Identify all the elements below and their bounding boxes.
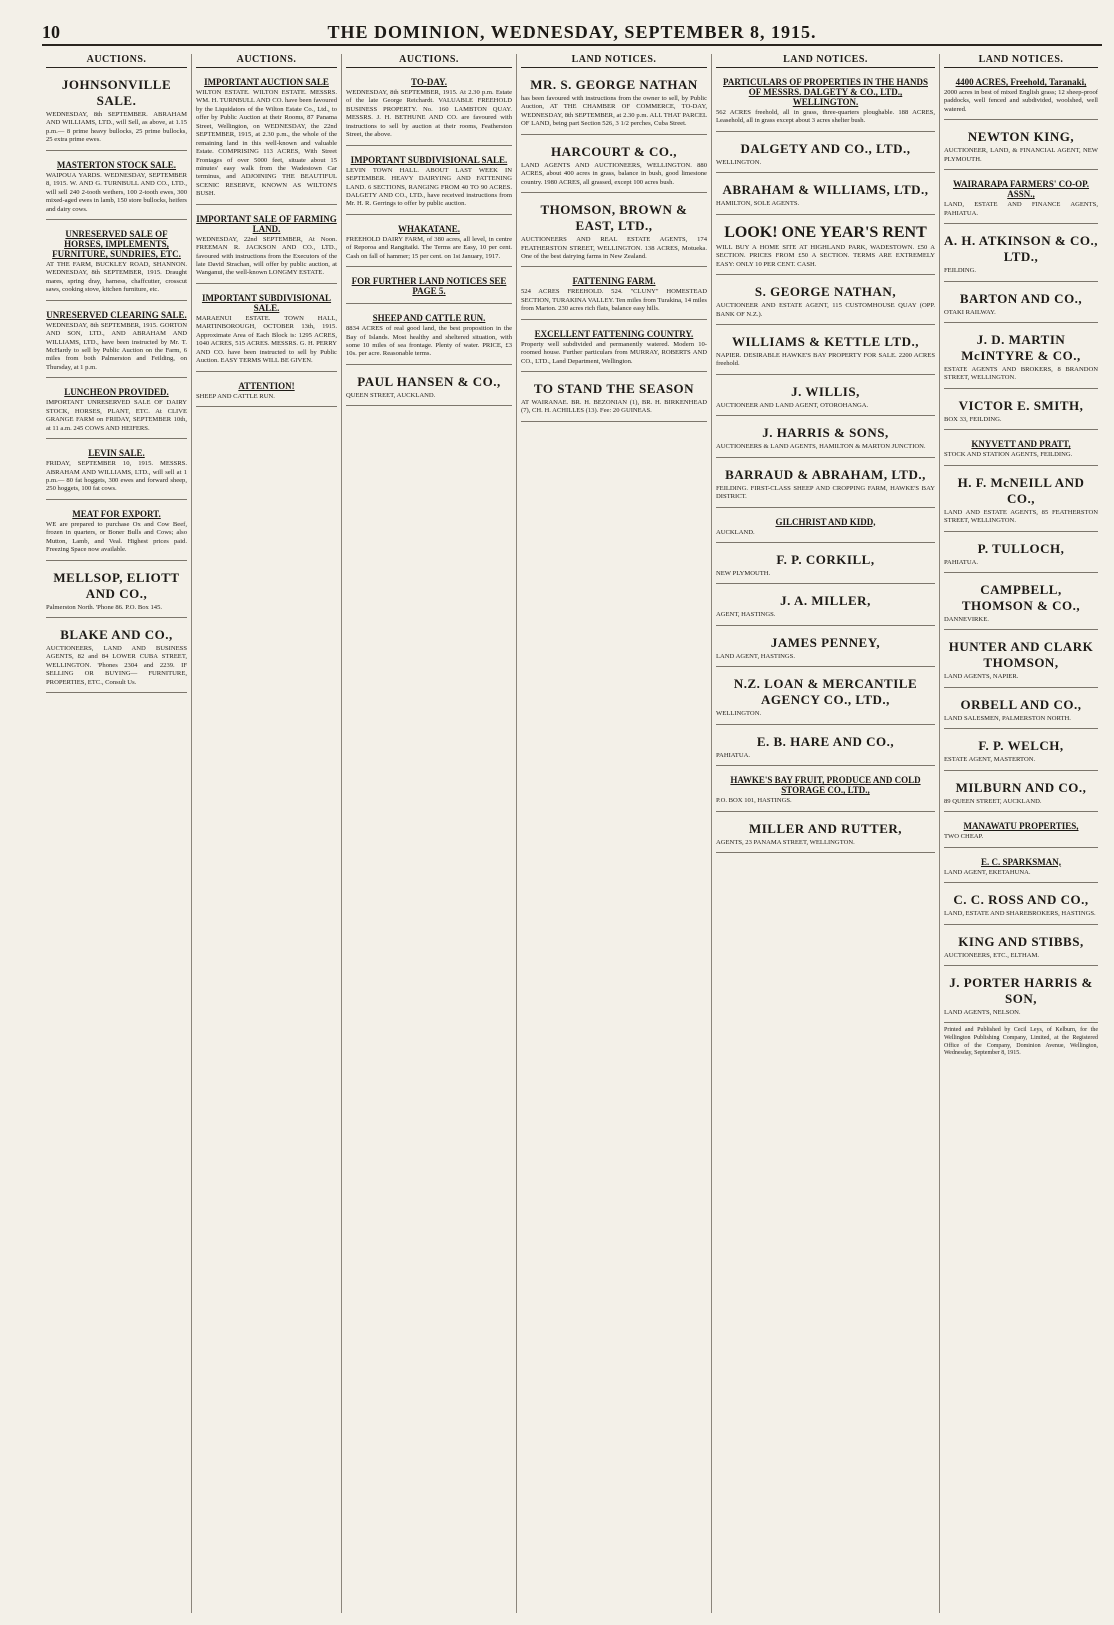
advertisement	[944, 692, 1098, 729]
ad-heading: UNRESERVED CLEARING SALE.	[46, 309, 187, 320]
ad-body: AUCTIONEER AND LAND AGENT, OTOROHANGA.	[716, 401, 869, 409]
advertisement	[196, 209, 337, 284]
ad-heading: IMPORTANT AUCTION SALE	[204, 77, 329, 87]
ad-body: LAND AGENTS, NAPIER.	[944, 673, 1019, 681]
ad-body: NAPIER. DESIRABLE HAWKE'S BAY PROPERTY FOR SALE. 2200 ACRES freehold.	[716, 351, 935, 368]
column-header: LAND NOTICES.	[521, 54, 707, 68]
ad-heading: TO STAND THE SEASON	[533, 381, 695, 396]
ad-body: AUCTIONEERS, LAND AND BUSINESS AGENTS, 82 and 84 LOWER CUBA STREET, WELLINGTON. 'Phones 2304 and 2239. IF SELLING OR BUYING— FURNITURE, PROPERTIES, ETC., Consult Us.	[46, 645, 187, 686]
ad-heading: WAIRARAPA FARMERS' CO-OP. ASSN.,	[952, 179, 1090, 200]
advertisement	[521, 376, 707, 422]
advertisement	[944, 470, 1098, 532]
ad-body: FEILDING.	[944, 267, 977, 275]
ad-heading: E. B. HARE AND CO.,	[756, 733, 895, 749]
advertisement	[346, 150, 512, 215]
advertisement	[716, 770, 935, 811]
ad-heading: FATTENING FARM.	[572, 276, 656, 287]
ad-body: Property well subdivided and permanently watered. Modern 10-roomed house. Further particulars from MURRAY, ROBERTS AND CO., LTD., Land Department, Wellington.	[521, 340, 707, 365]
ad-body: 89 QUEEN STREET, AUCKLAND.	[944, 797, 1042, 805]
ad-heading: SHEEP AND CATTLE RUN.	[372, 313, 486, 324]
advertisement	[944, 393, 1098, 430]
column-1	[42, 54, 192, 1613]
advertisement	[716, 588, 935, 625]
ad-body: WILTON ESTATE. WILTON ESTATE. MESSRS. WM. H. TURNBULL AND CO. have been favoured by the Liquidators of the Wilton Estate Co., Ltd., to offer by Public Auction at their Rooms, 87 Panama Street, Wellington, on WEDNESDAY, the 22nd SEPTEMBER, 1915, at 2.30 p.m., the whole of the remaining land in this well-known and valuable Estate. COMPRISING 113 ACRES, With Street Frontages of over 5000 feet, situate about 15 minutes' easy walk from the Wadestown Car terminus, and ADJOINING THE BEAUTIFUL SCENIC RESERVE, KNOWN AS WILTON'S BUSH.	[196, 89, 337, 198]
ad-heading: CAMPBELL, THOMSON & CO.,	[961, 582, 1081, 613]
ad-body: WE are prepared to purchase Ox and Cow Beef, frozen in quarters, or Boner Bulls and Cows; also Mutton, Lamb, and Veal. Highest prices paid. Freezing Space now available.	[46, 520, 187, 554]
newspaper-title: THE DOMINION, WEDNESDAY, SEPTEMBER 8, 1915.	[327, 22, 817, 42]
advertisement	[944, 816, 1098, 847]
advertisement	[196, 72, 337, 205]
column-6	[940, 54, 1102, 1613]
ad-heading: J. D. MARTIN McINTYRE & CO.,	[961, 331, 1081, 363]
ad-heading: F. P. CORKILL,	[776, 552, 875, 567]
advertisement	[944, 577, 1098, 630]
advertisement	[944, 174, 1098, 224]
advertisement	[46, 155, 187, 220]
ad-heading: JAMES PENNEY,	[770, 634, 881, 650]
ad-body: PAHIATUA.	[944, 558, 979, 566]
advertisement	[944, 536, 1098, 573]
ad-heading: H. F. McNEILL AND CO.,	[957, 474, 1085, 506]
column-header: LAND NOTICES.	[944, 54, 1098, 68]
masthead	[42, 22, 1102, 46]
advertisement	[716, 816, 935, 853]
ad-body: AGENTS, 23 PANAMA STREET, WELLINGTON.	[716, 838, 855, 846]
ad-heading: WILLIAMS & KETTLE LTD.,	[732, 333, 919, 349]
advertisement	[196, 288, 337, 372]
ad-body: FEILDING. FIRST-CLASS SHEEP AND CROPPING FARM, HAWKE'S BAY DISTRICT.	[716, 484, 935, 501]
column-header: AUCTIONS.	[196, 54, 337, 68]
ad-heading: E. C. SPARKSMAN,	[980, 856, 1062, 867]
ad-heading: S. GEORGE NATHAN,	[754, 284, 897, 300]
ad-heading: MILLER AND RUTTER,	[748, 820, 903, 836]
advertisement	[716, 136, 935, 173]
column-4	[517, 54, 712, 1613]
advertisement	[716, 512, 935, 543]
advertisement	[944, 286, 1098, 323]
advertisement	[716, 219, 935, 275]
ad-body: WELLINGTON.	[716, 710, 762, 718]
ad-heading: MANAWATU PROPERTIES,	[963, 821, 1079, 832]
ad-body: MARAENUI ESTATE. TOWN HALL, MARTINBOROUGH, OCTOBER 13th, 1915. Approximate Area of Each Block is: 1295 ACRES, 1040 ACRES, 515 ACRES. MESSRS. G. H. PERRY AND CO. have been instructed to sell by Public Auction. EASY TERMS WILL BE GIVEN.	[196, 314, 337, 365]
ad-body: AUCKLAND.	[716, 528, 755, 536]
advertisement	[944, 72, 1098, 120]
advertisement	[346, 72, 512, 146]
ad-heading: F. P. WELCH,	[978, 738, 1064, 754]
ad-body: LAND AGENTS AND AUCTIONEERS, WELLINGTON. 880 ACRES, about 400 acres in grass, balance in bush, good limestone country. 1980 ACRES, all grassed, except 100 acres bush.	[521, 161, 707, 186]
ad-heading: TO-DAY.	[411, 77, 447, 87]
advertisement	[521, 139, 707, 193]
column-header: AUCTIONS.	[46, 54, 187, 68]
advertisement	[944, 733, 1098, 770]
ad-body: Palmerston North. 'Phone 86. P.O. Box 145.	[46, 603, 163, 611]
advertisement	[716, 379, 935, 416]
advertisement	[46, 382, 187, 439]
ad-body: LAND AGENT, HASTINGS.	[716, 652, 795, 660]
ad-body: AT THE FARM, BUCKLEY ROAD, SHANNON. WEDNESDAY, 8th SEPTEMBER, 1915. Draught mares, spring dray, harness, chaffcutter, crosscut saws, cooking stove, kitchen furniture, etc.	[46, 260, 187, 294]
ad-heading: MELLSOP, ELIOTT AND CO.,	[53, 569, 180, 601]
advertisement	[944, 124, 1098, 170]
ad-heading: HAWKE'S BAY FRUIT, PRODUCE AND COLD STORAGE CO., LTD.,	[730, 775, 921, 796]
ad-body: SHEEP AND CATTLE RUN.	[196, 392, 275, 400]
ad-body: LEVIN TOWN HALL. ABOUT LAST WEEK IN SEPTEMBER. HEAVY DAIRYING AND FATTENING LAND. 6 SECTIONS, RANGING FROM 40 TO 90 ACRES. DALGETY AND CO., LTD., have received instructions from Mr. H. R. Gerrings to offer by public auction.	[346, 166, 512, 208]
ad-body: OTAKI RAILWAY.	[944, 308, 996, 316]
advertisement	[944, 634, 1098, 687]
ad-heading: ABRAHAM & WILLIAMS, LTD.,	[722, 182, 929, 198]
ad-heading: J. A. MILLER,	[780, 593, 871, 609]
advertisement	[944, 228, 1098, 281]
advertisement	[46, 305, 187, 379]
ad-heading: KING AND STIBBS,	[958, 933, 1084, 949]
column-5	[712, 54, 940, 1613]
advertisement	[46, 504, 187, 561]
advertisement	[46, 72, 187, 151]
ad-body: AGENT, HASTINGS.	[716, 611, 776, 619]
ad-heading: A. H. ATKINSON & CO., LTD.,	[944, 233, 1098, 265]
ad-heading: EXCELLENT FATTENING COUNTRY.	[534, 328, 694, 339]
ad-heading: PAUL HANSEN & CO.,	[357, 373, 501, 389]
ad-heading: NEWTON KING,	[967, 129, 1075, 145]
advertisement	[944, 929, 1098, 966]
ad-body: 2000 acres in best of mixed English grass; 12 sheep-proof paddocks, well fenced and subdivided, woolshed, well watered.	[944, 89, 1098, 113]
advertisement	[716, 72, 935, 132]
ad-heading: MILBURN AND CO.,	[955, 779, 1087, 795]
ad-heading: LUNCHEON PROVIDED.	[64, 387, 169, 398]
ad-body: LAND AGENTS, NELSON.	[944, 1008, 1021, 1016]
ad-heading: GILCHRIST AND KIDD,	[775, 516, 876, 527]
ad-heading: KNYVETT AND PRATT,	[971, 439, 1071, 450]
ad-body: NEW PLYMOUTH.	[716, 570, 771, 577]
advertisement	[716, 177, 935, 214]
ad-body: BOX 33, FEILDING.	[944, 415, 1002, 423]
ad-body: AUCTIONEER AND ESTATE AGENT, 115 CUSTOMHOUSE QUAY (OPP. BANK OF N.Z.).	[716, 302, 935, 318]
advertisement	[346, 219, 512, 267]
ad-body: WAIPOUA YARDS. WEDNESDAY, SEPTEMBER 8, 1915. W. AND G. TURNBULL AND CO., LTD., will sell 240 2-tooth wethers, 100 2-tooth ewes, 300 mixed-aged ewes in lamb, 150 store bullocks, heifers and dairy cows.	[46, 171, 187, 213]
advertisement	[716, 462, 935, 508]
advertisement	[944, 887, 1098, 924]
ad-body: ESTATE AGENT, MASTERTON.	[944, 756, 1036, 764]
ad-body: WELLINGTON.	[716, 158, 762, 166]
advertisement	[346, 271, 512, 304]
ad-heading: N.Z. LOAN & MERCANTILE AGENCY CO., LTD.,	[733, 676, 918, 708]
ad-heading: C. C. ROSS AND CO.,	[953, 892, 1089, 908]
ad-body: IMPORTANT UNRESERVED SALE OF DAIRY STOCK, HORSES, PLANT, ETC. At CLIVE GRANGE FARM on FRIDAY, SEPTEMBER 10th, at 11 a.m. 245 COWS AND HEIFERS.	[46, 399, 187, 432]
advertisement	[716, 729, 935, 766]
ad-heading: BARRAUD & ABRAHAM, LTD.,	[725, 466, 926, 482]
advertisement	[944, 775, 1098, 812]
ad-heading: IMPORTANT SUBDIVISIONAL SALE.	[350, 154, 508, 165]
ad-body: STOCK AND STATION AGENTS, FEILDING.	[944, 451, 1073, 459]
advertisement	[944, 852, 1098, 883]
advertisement	[196, 376, 337, 407]
ad-body: WEDNESDAY, 8th SEPTEMBER. ABRAHAM AND WILLIAMS, LTD., will Sell, as above, at 1.15 p.m.— 8 prime heavy bullocks, 25 prime bullocks, 25 extra prime ewes.	[46, 111, 187, 144]
ad-body: ESTATE AGENTS AND BROKERS, 8 BRANDON STREET, WELLINGTON.	[944, 365, 1098, 382]
ad-body: FRIDAY, SEPTEMBER 10, 1915. MESSRS. ABRAHAM AND WILLIAMS, LTD., will sell at 1 p.m.— 80 fat hoggets, 300 ewes and forward sheep, 250 hoggets, 100 fat cows.	[46, 460, 187, 493]
ad-heading: P. TULLOCH,	[977, 540, 1065, 556]
ad-heading: IMPORTANT SUBDIVISIONAL SALE.	[201, 292, 332, 313]
ad-heading: WHAKATANE.	[398, 223, 460, 234]
ad-heading: JOHNSONVILLE SALE.	[61, 77, 172, 108]
printer-imprint: Printed and Published by Cecil Leys, of Kelburn, for the Wellington Publishing Company, Limited, at the Registered Office of the Company, Dominion Avenue, Wellington, Wednesday, September 8, 1915.	[944, 1027, 1098, 1057]
ad-body: 524 ACRES FREEHOLD. 524. "CLUNY" HOMESTEAD SECTION, TURAKINA VALLEY. Ten miles from Turakina, 14 miles from Marton. 230 acres rich flats, balance easy hills.	[521, 288, 707, 313]
ad-heading: LEVIN SALE.	[88, 448, 145, 459]
ad-heading: BARTON AND CO.,	[959, 290, 1083, 306]
ad-body: AUCTIONEERS, ETC., ELTHAM.	[944, 951, 1039, 959]
ad-heading: HUNTER AND CLARK THOMSON,	[948, 639, 1094, 671]
ad-heading: ATTENTION!	[238, 380, 295, 391]
ad-body: has been favoured with instructions from the owner to sell, by Public Auction, AT THE CHAMBER OF COMMERCE, TO-DAY, WEDNESDAY, 8th SEPTEMBER, at 2.30 p.m. ALL THAT PARCEL OF LAND, being part Section 526, 3 1/2 perches, Cuba Street.	[521, 95, 707, 128]
ad-heading: 4400 ACRES, Freehold, Taranaki,	[955, 77, 1087, 87]
ad-heading: FOR FURTHER LAND NOTICES SEE PAGE 5.	[351, 276, 507, 297]
ad-heading: BLAKE AND CO.,	[60, 627, 173, 642]
advertisement	[46, 224, 187, 301]
advertisement	[46, 443, 187, 500]
ad-body: 8834 ACRES of real good land, the best proposition in the Bay of Islands. Most healthy and sheltered situation, with some 10 miles of sea frontage. Plenty of water. PRICE, £3 10s. per acre. Reasonable terms.	[346, 325, 512, 358]
advertisement	[521, 271, 707, 319]
advertisement	[346, 308, 512, 365]
ad-body: WEDNESDAY, 22nd SEPTEMBER, At Noon. FREEMAN R. JACKSON AND CO., LTD., favoured with instructions from the Executors of the late David Strachan, will offer by public auction, at Wanganui, the well-known LONGMY ESTATE.	[196, 235, 337, 277]
advertisement	[944, 970, 1098, 1023]
ad-body: WEDNESDAY, 8th SEPTEMBER, 1915. GORTON AND SON, LTD., AND ABRAHAM AND WILLIAMS, LTD., have been instructed by Mr. T. McHardy to sell by Public Auction on the Farm, 6 miles from both Palmerston and Feilding, on Thursday, at 1 p.m.	[46, 321, 187, 371]
advertisement	[46, 622, 187, 693]
advertisement	[46, 565, 187, 618]
ad-heading: MASTERTON STOCK SALE.	[56, 159, 177, 170]
ad-body: WILL BUY A HOME SITE AT HIGHLAND PARK, WADESTOWN. £50 A SECTION. PRICES FROM £50 A SECTION. TERMS ARE EXTREMELY EASY: ONLY 10 PER CENT. CASH.	[716, 243, 935, 268]
ad-body: TWO CHEAP.	[944, 833, 984, 841]
ad-body: DANNEVIRKE.	[944, 616, 989, 623]
page-number: 10	[42, 22, 60, 42]
advertisement	[944, 327, 1098, 389]
column-2	[192, 54, 342, 1613]
ad-heading: UNRESERVED SALE OF HORSES, IMPLEMENTS, FURNITURE, SUNDRIES, ETC.	[52, 228, 181, 259]
ad-heading: ORBELL AND CO.,	[960, 696, 1082, 712]
advertisement	[716, 279, 935, 325]
ad-body: P.O. BOX 101, HASTINGS.	[716, 797, 792, 805]
ad-heading: MR. S. GEORGE NATHAN	[530, 77, 698, 92]
advertisement	[716, 671, 935, 724]
ad-body: AUCTIONEER, LAND, & FINANCIAL AGENT, NEW PLYMOUTH.	[944, 147, 1098, 163]
ad-heading: J. HARRIS & SONS,	[762, 425, 889, 441]
ad-body: LAND, ESTATE AND SHAREBROKERS, HASTINGS.	[944, 910, 1096, 918]
ad-body: AUCTIONEERS & LAND AGENTS, HAMILTON & MARTON JUNCTION.	[716, 443, 926, 451]
advertisement	[716, 547, 935, 584]
ad-body: LAND AND ESTATE AGENTS, 85 FEATHERSTON STREET, WELLINGTON.	[944, 508, 1098, 525]
column-header: LAND NOTICES.	[716, 54, 935, 68]
ad-heading: J. PORTER HARRIS & SON,	[949, 974, 1093, 1006]
ad-heading: PARTICULARS OF PROPERTIES IN THE HANDS OF MESSRS. DALGETY & CO., LTD., WELLINGTON.	[723, 77, 928, 107]
ad-body: LAND AGENT, EKETAHUNA.	[944, 868, 1031, 876]
ad-body: 562 ACRES freehold, all in grass, three-quarters ploughable. 188 ACRES, Leasehold, all in grass except about 3 acres shelter bush.	[716, 109, 935, 125]
ad-heading: HARCOURT & CO.,	[551, 143, 677, 159]
ad-heading: THOMSON, BROWN & EAST, LTD.,	[540, 202, 688, 234]
ad-body: LAND SALESMEN, PALMERSTON NORTH.	[944, 714, 1071, 722]
ad-heading: VICTOR E. SMITH,	[958, 397, 1084, 413]
advertisement	[944, 434, 1098, 465]
ad-heading: DALGETY AND CO., LTD.,	[740, 140, 911, 156]
ad-heading: IMPORTANT SALE OF FARMING LAND.	[196, 213, 337, 234]
ad-heading: MEAT FOR EXPORT.	[72, 508, 161, 519]
ad-heading: J. WILLIS,	[791, 383, 860, 399]
advertisement	[521, 72, 707, 135]
ad-body: WEDNESDAY, 8th SEPTEMBER, 1915. At 2.30 p.m. Estate of the late George Reichardt. VALUABLE FREEHOLD BUSINESS PROPERTY. No. 160 LAMBTON QUAY. MESSRS. J. H. BETHUNE AND CO. are favoured with instructions to sell by auction at their rooms, Featherston Street, the above.	[346, 89, 512, 139]
advertisement	[716, 329, 935, 375]
ad-body: QUEEN STREET, AUCKLAND.	[346, 391, 436, 399]
ad-body: AUCTIONEERS AND REAL ESTATE AGENTS, 174 FEATHERSTON STREET, WELLINGTON. 138 ACRES, Motueka. One of the best dairying farms in New Zealand.	[521, 236, 707, 260]
advertisement	[346, 369, 512, 406]
column-header: AUCTIONS.	[346, 54, 512, 68]
ad-body: LAND, ESTATE AND FINANCE AGENTS, PAHIATUA.	[944, 201, 1098, 217]
ad-heading: LOOK! ONE YEAR'S RENT	[724, 223, 927, 241]
ad-body: AT WAIRANAE. BR. H. BEZONIAN (1), BR. H. BIRKENHEAD (7), CH. H. ACHILLES (13). Fee: 20 GUINEAS.	[521, 399, 707, 415]
advertisement	[716, 630, 935, 667]
advertisement	[521, 324, 707, 372]
advertisement	[521, 197, 707, 267]
ad-body: HAMILTON, SOLE AGENTS.	[716, 200, 800, 208]
column-3	[342, 54, 517, 1613]
advertisement	[716, 420, 935, 457]
ad-body: PAHIATUA.	[716, 751, 751, 759]
ad-body: FREEHOLD DAIRY FARM, of 380 acres, all level, in centre of Reporoa and Rangitaiki. The Terms are Easy, 10 per cent. Cash on fall of hammer; 15 per cent. on 1st January, 1917.	[346, 235, 512, 260]
